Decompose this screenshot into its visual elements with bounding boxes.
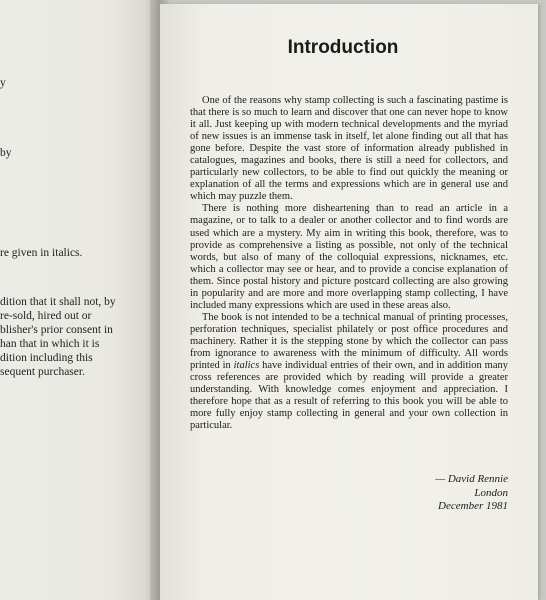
paragraph-1: One of the reasons why stamp collecting is such a fascinating pastime is that there is so much to learn and discover that one can never hope to know it all. Just keeping up with modern technical developments and the myriad of new issues is an immense task in itself, let alone finding out all that has gone before. Despite the vast store of information already published in catalogues, magazines and books, there is still a need for collectors, and particularly new collectors, to be able to find out quickly the meaning or explanation of all the terms and expressions which are in general use and which may puzzle them.	[190, 95, 508, 203]
left-page-line: re given in italics.	[0, 247, 83, 259]
signature-author: — David Rennie	[435, 473, 508, 485]
paragraph-3-text-end: have individual entries of their own, and in addition many cross references are provided which by reading will provide a greater understanding. With knowledge comes enjoyment and appreciation. I therefore hope that as a result of referring to this book you will be able to more fully enjoy stamp collecting in general and your own collection in particular.	[190, 360, 508, 432]
left-page-line: by	[0, 147, 12, 159]
left-page-line: y	[0, 77, 6, 89]
left-page-line: dition that it shall not, by	[0, 296, 116, 308]
paragraph-2: There is nothing more disheartening than to read an article in a magazine, or to talk to a dealer or another collector and to find words are used which are a mystery. My aim in writing this book, therefore, was to provide as comprehensive a listing as possible, not only of the technical words, but also of many of the colloquial expressions, nicknames, etc. which a collector may see or hear, and to provide a concise explanation of them. Since postal history and picture postcard collecting are also growing in popularity and are more and more overlapping stamp collecting, I have included many expressions which are used in these areas also.	[190, 203, 508, 311]
paragraph-3	[190, 312, 508, 432]
page-title: Introduction	[287, 37, 399, 58]
left-page-line: re-sold, hired out or	[0, 310, 92, 322]
signature-date: December 1981	[438, 500, 508, 512]
left-page-line: han that in which it is	[0, 338, 100, 350]
left-page-line: dition including this	[0, 352, 93, 364]
signature-place: London	[474, 486, 508, 499]
left-page	[0, 0, 158, 600]
introduction-body	[190, 95, 508, 432]
paragraph-3-text: The book is not intended to be a technical manual of printing processes, perforation techniques, specialist philately or post office procedures and machinery. Rather it is the stepping stone by which the collector can pass from ignorance to awareness with the minimum of difficulty. All words printed in	[190, 311, 508, 372]
left-page-line: sequent purchaser.	[0, 366, 85, 378]
left-page-line: blisher's prior consent in	[0, 324, 113, 336]
italics-word: italics	[233, 360, 260, 372]
signature-block	[190, 473, 508, 514]
